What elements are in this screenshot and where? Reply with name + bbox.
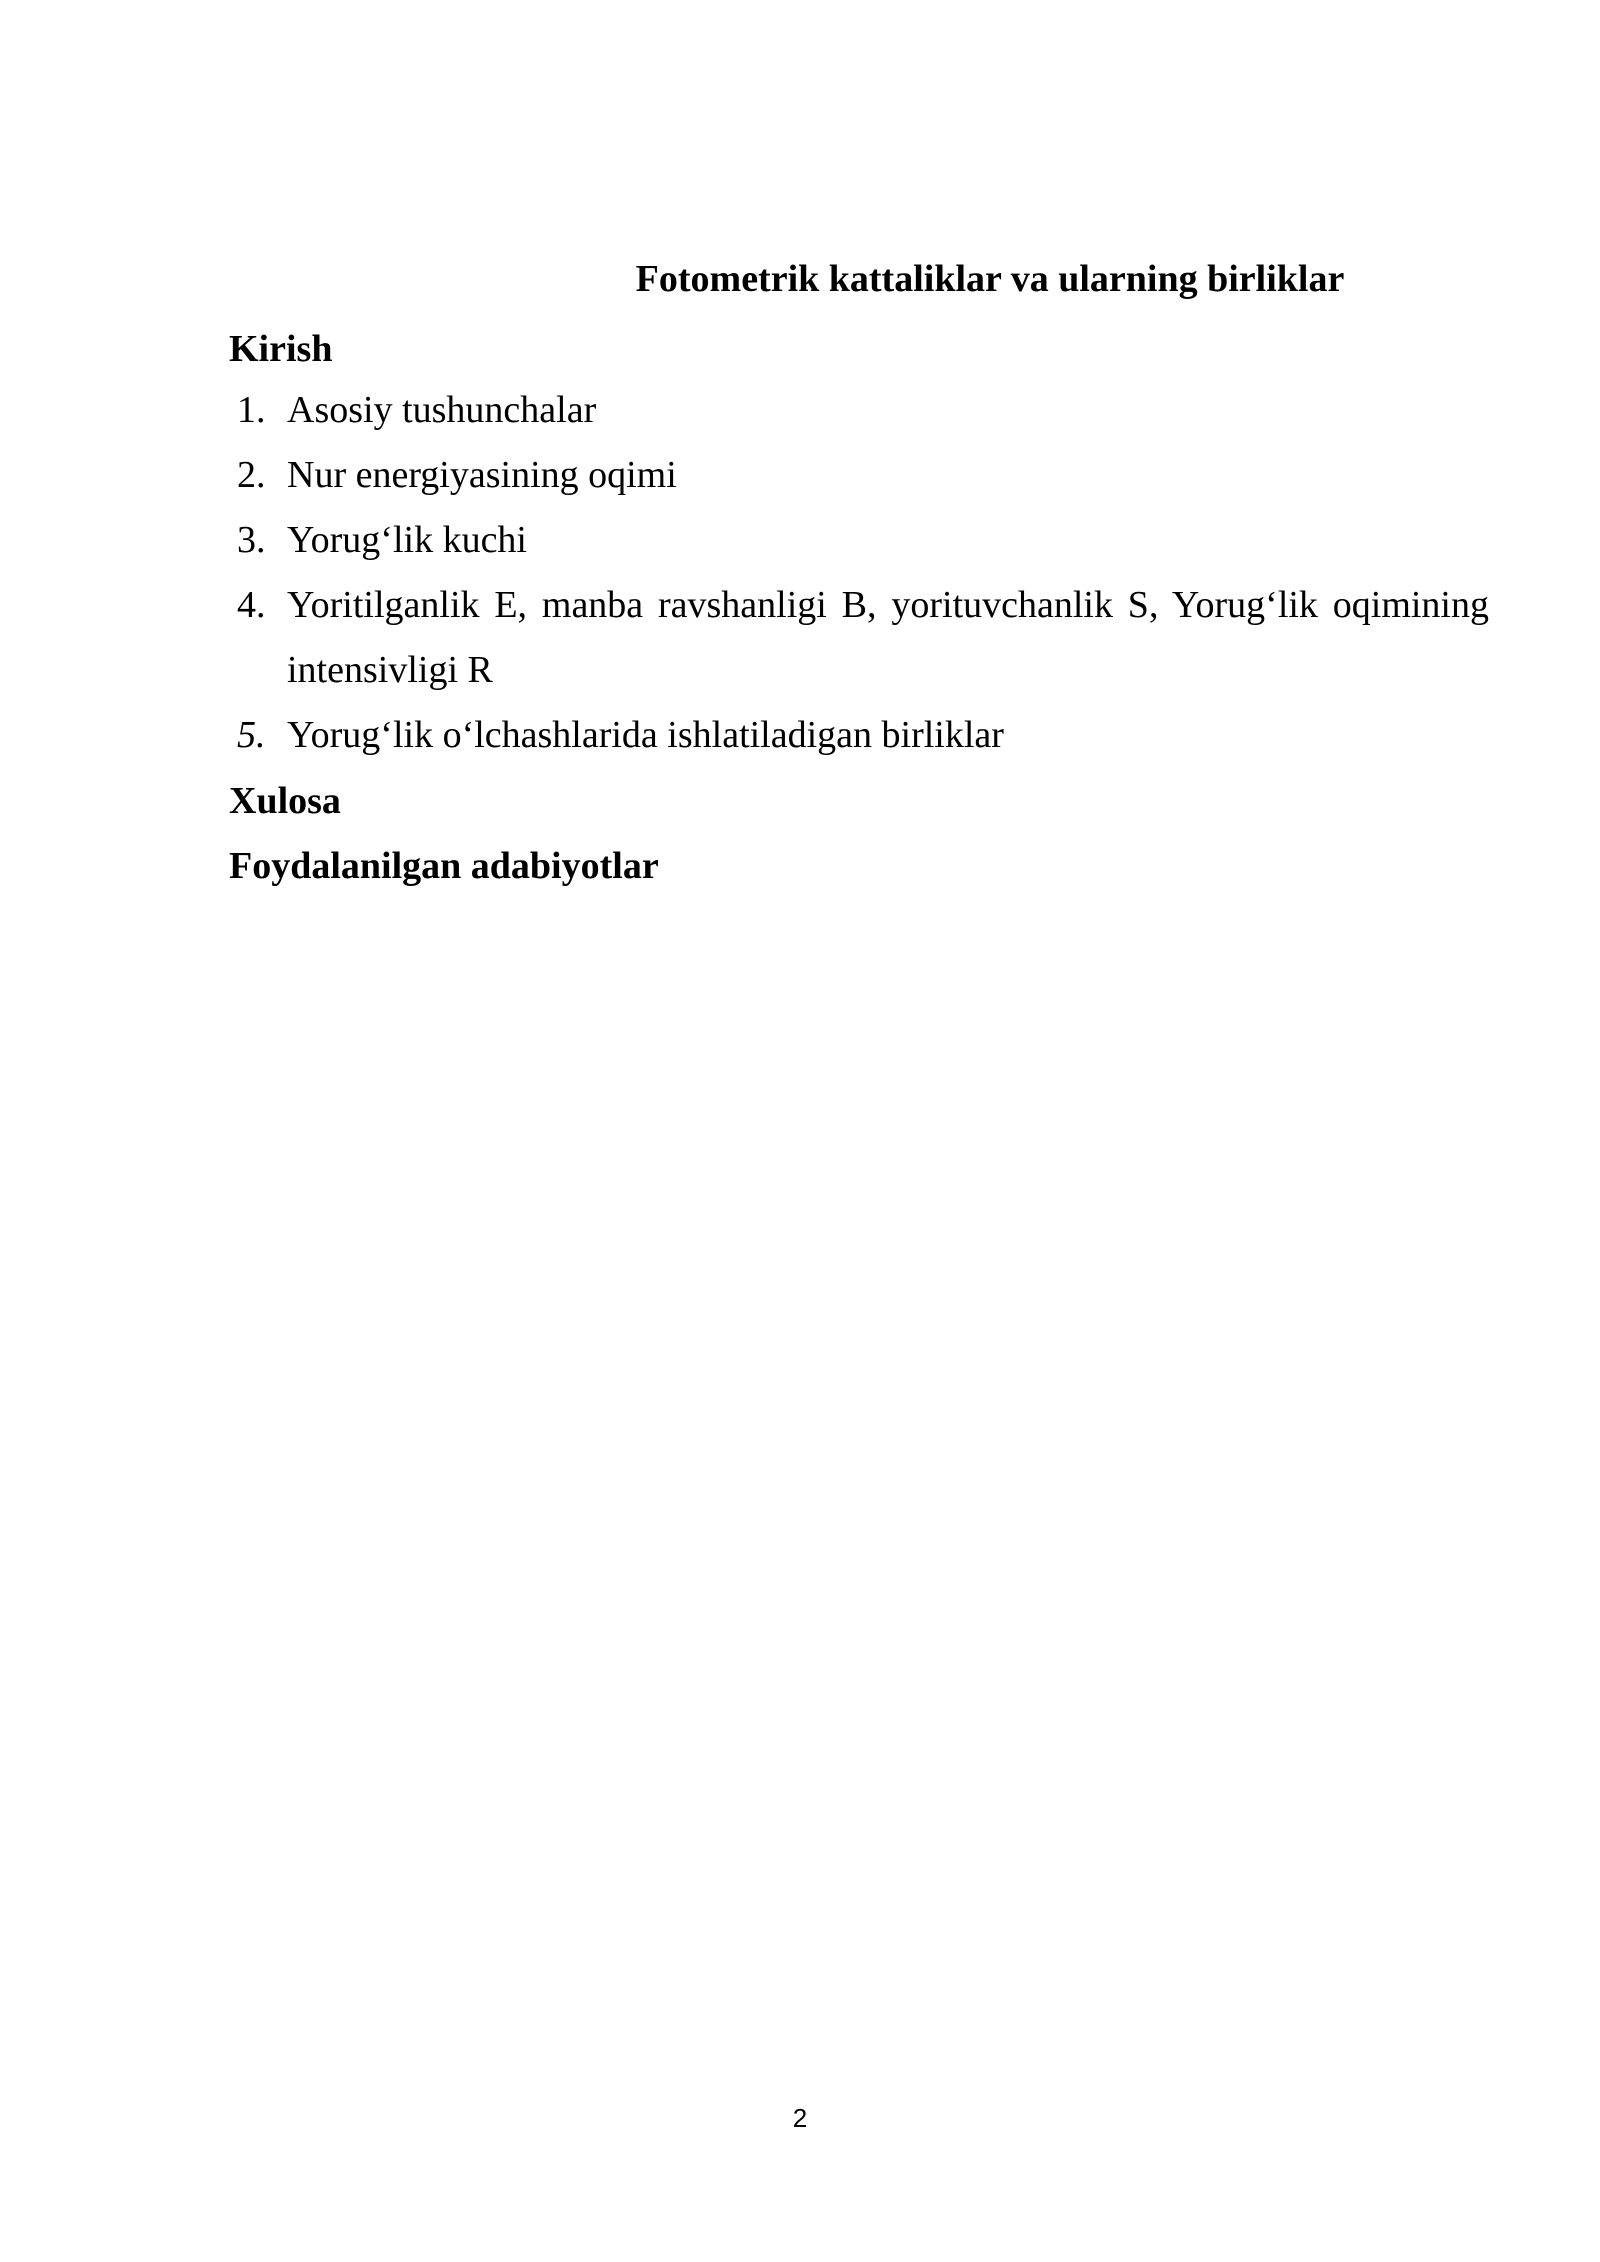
toc-item-number: 4.	[237, 584, 266, 626]
toc-item-1	[229, 378, 1489, 443]
toc-item-number: 1.	[237, 389, 266, 431]
toc-item-number: 2.	[237, 454, 266, 496]
document-title: Fotometrik kattaliklar va ularning birliklar	[635, 258, 1345, 300]
toc-item-text: Nur energiyasining oqimi	[287, 454, 677, 496]
conclusion-heading: Xulosa	[229, 780, 341, 822]
toc-item-4	[229, 573, 1489, 703]
toc-item-number: 3.	[237, 519, 266, 561]
toc-item-text: Yoritilganlik E, manba ravshanligi B, yorituvchanlik S, Yorug‘lik oqimining intensivligi R	[287, 584, 1489, 691]
toc-item-2	[229, 443, 1489, 508]
toc-item-text: Asosiy tushunchalar	[287, 389, 597, 431]
toc-item-3	[229, 508, 1489, 573]
toc-item-text: Yorug‘lik kuchi	[287, 519, 527, 561]
references-heading: Foydalanilgan adabiyotlar	[229, 845, 659, 887]
toc-item-number: 5.	[237, 714, 266, 756]
page-title	[0, 252, 1600, 306]
toc-item-5	[229, 703, 1489, 768]
page-number: 2	[792, 2103, 808, 2133]
toc-item-text: Yorug‘lik o‘lchashlarida ishlatiladigan birliklar	[287, 714, 1004, 756]
intro-heading: Kirish	[229, 328, 333, 370]
